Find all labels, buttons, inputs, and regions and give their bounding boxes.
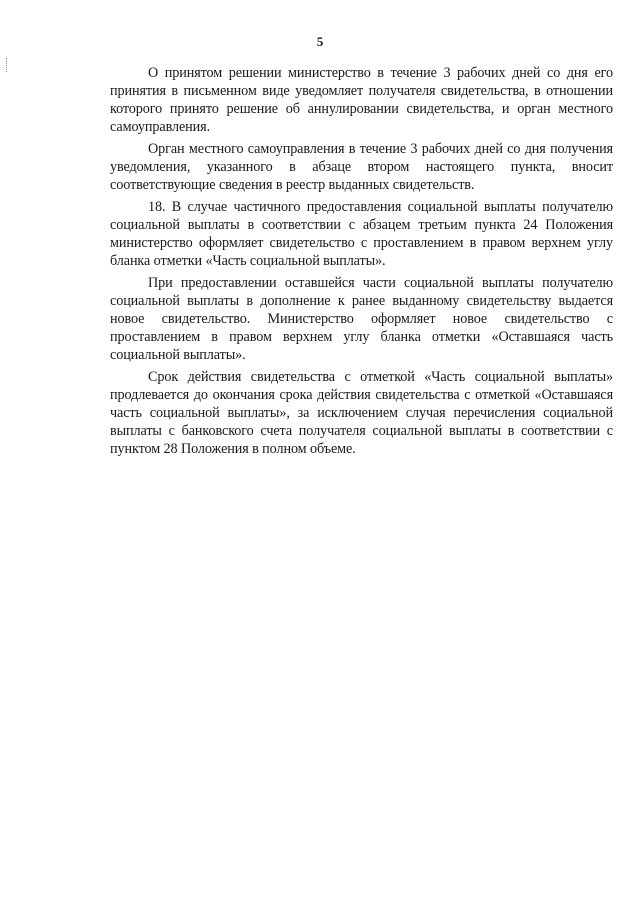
paragraph-item-18-partial-payment: 18. В случае частичного предоставления социальной выплаты получателю социальной выплаты в соответствии с абзацем третьим пункта 24 Положения министерство оформляет свидетельство с проставлением в правом верхнем углу бланка отметки «Часть социальной выплаты». <box>110 199 613 269</box>
document-body <box>110 64 613 462</box>
paragraph-notification-decision: О принятом решении министерство в течение 3 рабочих дней со дня его принятия в письменном виде уведомляет получателя свидетельства, в отношении которого принято решение об аннулировании свидетельства, и орган местного самоуправления. <box>110 65 613 135</box>
paragraph-remaining-part-payment: При предоставлении оставшейся части социальной выплаты получателю социальной выплаты в дополнение к ранее выданному свидетельству выдается новое свидетельство. Министерство оформляет новое свидетельство с проставлением в правом верхнем углу бланка отметки «Оставшаяся часть социальной выплаты». <box>110 275 613 363</box>
margin-mark <box>6 58 8 72</box>
paragraph-certificate-validity: Срок действия свидетельства с отметкой «Часть социальной выплаты» продлевается до окончания срока действия свидетельства с отметкой «Оставшаяся часть социальной выплаты», за исключением случая перечисления социальной выплаты с банковского счета получателя социальной выплаты в соответствии с пунктом 28 Положения в полном объеме. <box>110 369 613 457</box>
page-number: 5 <box>316 34 324 49</box>
paragraph-local-authority-registry: Орган местного самоуправления в течение 3 рабочих дней со дня получения уведомления, указанного в абзаце втором настоящего пункта, вносит соответствующие сведения в реестр выданных свидетельств. <box>110 141 613 193</box>
